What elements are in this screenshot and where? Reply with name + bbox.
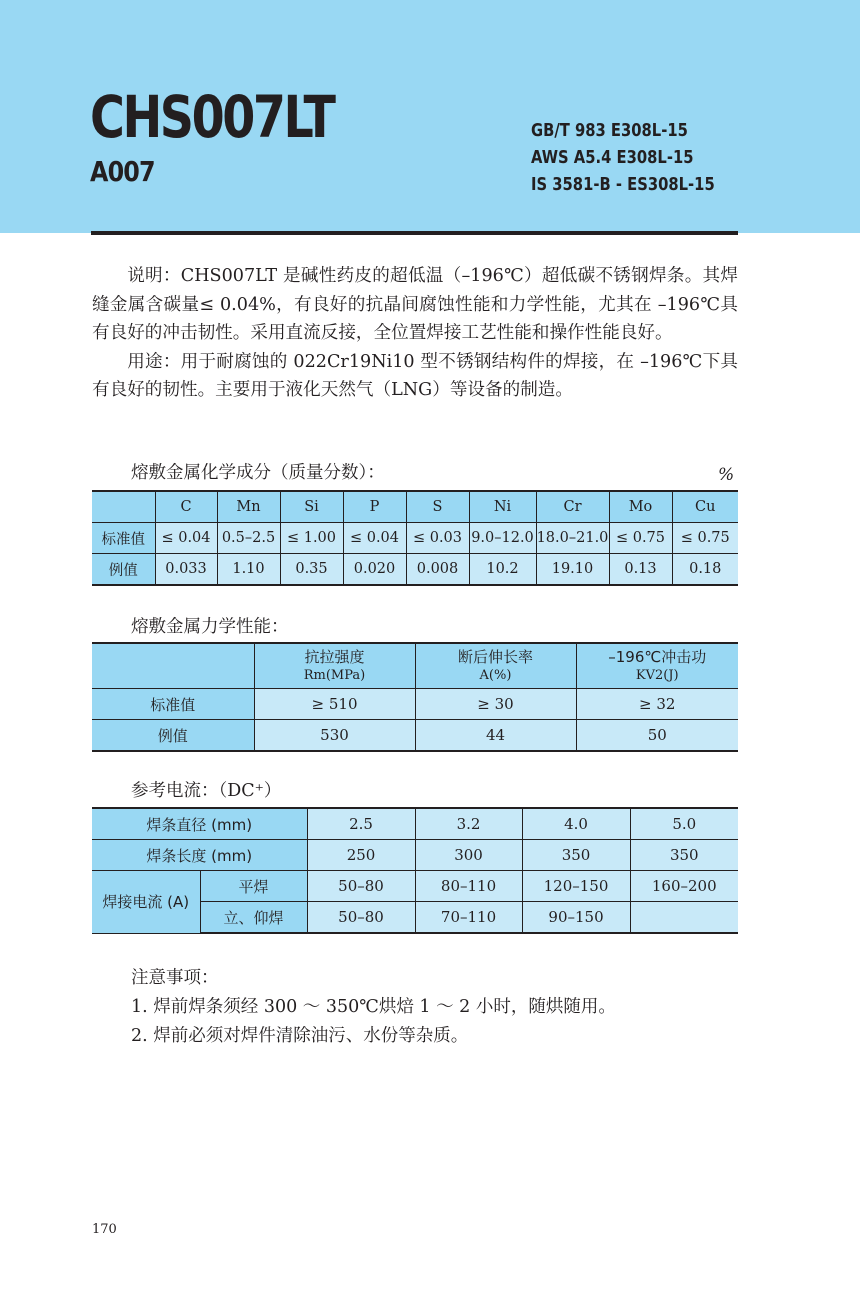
table-row	[92, 523, 738, 554]
table-cell: 44	[415, 720, 576, 752]
table-cell: 530	[254, 720, 415, 752]
current-title-line	[131, 783, 281, 801]
row-label: 焊条直径 (mm)	[92, 808, 307, 840]
chemistry-header-cell: S	[406, 491, 469, 523]
header-rule	[91, 231, 738, 235]
table-row	[92, 554, 738, 586]
table-cell	[630, 902, 738, 934]
table-cell: 50	[576, 720, 738, 752]
chemistry-table	[92, 490, 738, 586]
mechanical-header-empty	[92, 643, 254, 689]
row-sublabel: 立、仰焊	[200, 902, 307, 934]
table-cell: 0.033	[155, 554, 217, 586]
table-cell: ≤ 0.75	[672, 523, 738, 554]
row-label: 焊接电流 (A)	[92, 871, 200, 934]
row-sublabel: 平焊	[200, 871, 307, 902]
table-row	[92, 871, 738, 902]
table-cell: 250	[307, 840, 415, 871]
table-cell: 350	[522, 840, 630, 871]
chemistry-header-cell: Mn	[217, 491, 280, 523]
description-label: 说明	[127, 266, 163, 286]
table-cell: 50–80	[307, 902, 415, 934]
current-table	[92, 807, 738, 934]
standards-list	[531, 117, 715, 198]
table-cell: 4.0	[522, 808, 630, 840]
table-cell: 90–150	[522, 902, 630, 934]
usage-paragraph	[92, 348, 738, 405]
row-label: 例值	[92, 554, 155, 586]
header-main: 抗拉强度	[304, 648, 365, 666]
chemistry-header-row	[92, 491, 738, 523]
table-cell: 9.0–12.0	[469, 523, 536, 554]
table-cell: ≥ 32	[576, 689, 738, 720]
table-cell: 160–200	[630, 871, 738, 902]
header-main: 断后伸长率	[457, 648, 533, 666]
table-cell: ≤ 0.04	[155, 523, 217, 554]
table-cell: 300	[415, 840, 522, 871]
current-title: 参考电流：	[131, 781, 219, 801]
chemistry-header-cell: Cu	[672, 491, 738, 523]
table-cell: 350	[630, 840, 738, 871]
table-cell: 0.020	[343, 554, 406, 586]
table-cell: 19.10	[536, 554, 609, 586]
chemistry-unit: %	[718, 465, 735, 485]
description-text: ：CHS007LT 是碱性药皮的超低温（–196℃）超低碳不锈钢焊条。其焊缝金属含碳量≤ 0.04%，有良好的抗晶间腐蚀性能和力学性能，尤其在 –196℃具有良好的冲击韧性。采用直流反接，全位置焊接工艺性能和操作性能良好。	[92, 266, 738, 343]
mechanical-header-cell	[415, 643, 576, 689]
row-label: 标准值	[92, 689, 254, 720]
mechanical-title: 熔敷金属力学性能：	[131, 617, 289, 637]
table-row	[92, 720, 738, 752]
chemistry-header-cell: C	[155, 491, 217, 523]
chemistry-header-cell: Mo	[609, 491, 672, 523]
table-cell: ≥ 30	[415, 689, 576, 720]
mechanical-header-cell	[254, 643, 415, 689]
table-cell: 50–80	[307, 871, 415, 902]
standard-aws: AWS A5.4 E308L-15	[531, 147, 694, 168]
usage-label: 用途	[127, 351, 163, 372]
mechanical-header-cell	[576, 643, 738, 689]
description-paragraph	[92, 262, 738, 348]
table-cell: ≤ 0.03	[406, 523, 469, 554]
description-block	[92, 262, 738, 405]
chemistry-header-cell: Ni	[469, 491, 536, 523]
table-cell: 0.13	[609, 554, 672, 586]
note-item: 1. 焊前焊条须经 300 ～ 350℃烘焙 1 ～ 2 小时，随烘随用。	[131, 997, 616, 1017]
row-label: 焊条长度 (mm)	[92, 840, 307, 871]
header-sub: A(%)	[479, 668, 512, 683]
table-cell: 0.18	[672, 554, 738, 586]
table-cell: 18.0–21.0	[536, 523, 609, 554]
header-sub: Rm(MPa)	[303, 668, 366, 683]
usage-text: ：用于耐腐蚀的 022Cr19Ni10 型不锈钢结构件的焊接，在 –196℃下具有良好的韧性。主要用于液化天然气（LNG）等设备的制造。	[92, 351, 738, 400]
chemistry-header-cell	[92, 491, 155, 523]
table-cell: 3.2	[415, 808, 522, 840]
table-cell: ≥ 510	[254, 689, 415, 720]
notes-title: 注意事项：	[131, 968, 219, 988]
table-row	[92, 808, 738, 840]
table-cell: 10.2	[469, 554, 536, 586]
table-cell: ≤ 1.00	[280, 523, 343, 554]
table-cell: 0.5–2.5	[217, 523, 280, 554]
chemistry-header-cell: Si	[280, 491, 343, 523]
header-main: –196℃冲击功	[608, 648, 707, 666]
chemistry-title: 熔敷金属化学成分（质量分数）：	[131, 463, 385, 483]
current-title-suffix: （DC⁺）	[218, 781, 282, 801]
standard-gb: GB/T 983 E308L-15	[531, 120, 688, 141]
row-label: 标准值	[92, 523, 155, 554]
table-row	[92, 840, 738, 871]
notes-block	[131, 964, 616, 1051]
mechanical-table	[92, 642, 738, 752]
table-cell: 80–110	[415, 871, 522, 902]
table-cell: ≤ 0.04	[343, 523, 406, 554]
table-cell: 70–110	[415, 902, 522, 934]
header-sub: KV2(J)	[635, 668, 679, 683]
alt-code: A007	[90, 155, 155, 188]
product-code: CHS007LT	[90, 83, 334, 151]
table-cell: ≤ 0.75	[609, 523, 672, 554]
standard-is: IS 3581-B - ES308L-15	[531, 174, 715, 195]
row-label: 例值	[92, 720, 254, 752]
table-cell: 0.35	[280, 554, 343, 586]
table-cell: 0.008	[406, 554, 469, 586]
table-row	[92, 689, 738, 720]
chemistry-header-cell: P	[343, 491, 406, 523]
table-cell: 120–150	[522, 871, 630, 902]
mechanical-header-row	[92, 643, 738, 689]
table-cell: 2.5	[307, 808, 415, 840]
chemistry-header-cell: Cr	[536, 491, 609, 523]
note-item: 2. 焊前必须对焊件清除油污、水份等杂质。	[131, 1026, 469, 1046]
page-number: 170	[92, 1222, 117, 1237]
table-cell: 5.0	[630, 808, 738, 840]
table-cell: 1.10	[217, 554, 280, 586]
